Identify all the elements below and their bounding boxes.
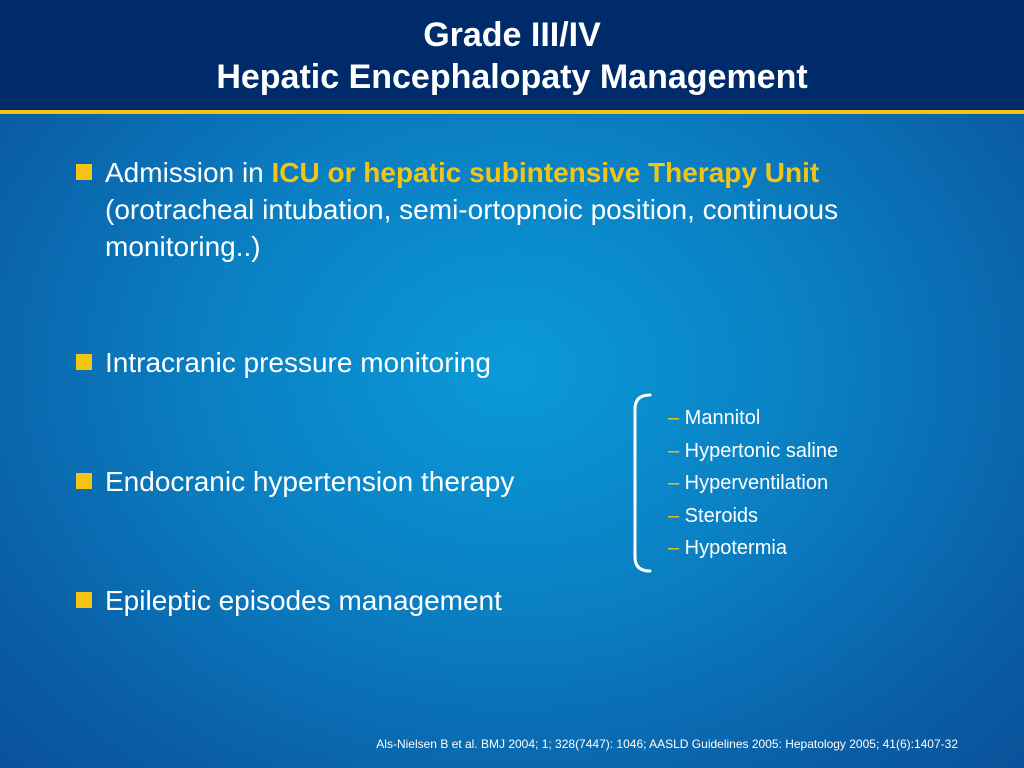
list-item-text: Steroids — [679, 504, 759, 527]
bullet-text: Epileptic episodes management — [105, 585, 502, 616]
bullet-text — [105, 154, 936, 265]
bullet-text: Intracranic pressure monitoring — [105, 347, 491, 378]
bullet-epileptic-management — [76, 582, 676, 619]
list-item — [668, 500, 838, 533]
dash-marker: – — [668, 504, 680, 527]
title-line-2: Hepatic Encephalopaty Management — [216, 58, 808, 96]
slide-title — [0, 14, 1024, 98]
list-item — [668, 402, 838, 435]
list-item — [668, 532, 838, 565]
title-line-1: Grade III/IV — [423, 16, 601, 54]
square-bullet-icon — [76, 354, 92, 370]
list-item — [668, 435, 838, 468]
therapy-sublist — [668, 402, 838, 565]
square-bullet-icon — [76, 592, 92, 608]
list-item-text: Mannitol — [679, 407, 761, 429]
list-item-text: Hypotermia — [679, 537, 787, 559]
dash-marker: – — [668, 439, 680, 462]
bullet-intracranic-pressure — [76, 344, 676, 381]
bullet-suffix: (orotracheal intubation, semi-ortopnoic position, continuous monitoring..) — [105, 194, 839, 262]
citation-text: Als-Nielsen B et al. BMJ 2004; 1; 328(7447): 1046; AASLD Guidelines 2005: Hepatology 2005; 41(6):1407-32 — [376, 737, 958, 751]
dash-marker: – — [668, 472, 680, 494]
bullet-prefix: Admission in — [105, 157, 272, 188]
bullet-text: Endocranic hypertension therapy — [105, 466, 515, 497]
list-item-text: Hypertonic saline — [679, 439, 839, 462]
list-item-text: Hyperventilation — [679, 472, 829, 494]
left-bracket-icon — [630, 393, 654, 573]
list-item — [668, 467, 838, 500]
bullet-endocranic-therapy — [76, 463, 676, 500]
bullet-highlight: ICU or hepatic subintensive Therapy Unit — [271, 157, 820, 188]
dash-marker: – — [668, 537, 680, 559]
bullet-admission — [76, 154, 936, 265]
dash-marker: – — [668, 407, 680, 429]
square-bullet-icon — [76, 473, 92, 489]
square-bullet-icon — [76, 164, 92, 180]
